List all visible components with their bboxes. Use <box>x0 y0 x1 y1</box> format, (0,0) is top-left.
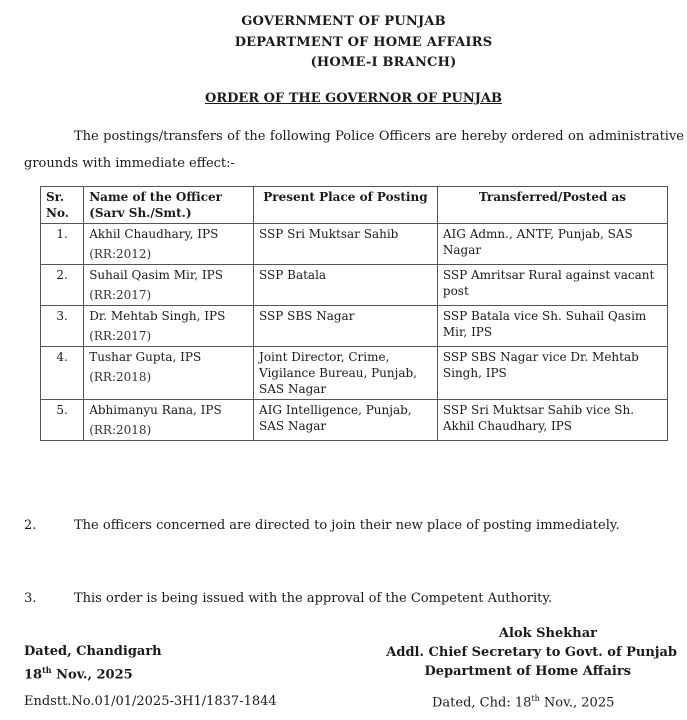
officer-name: Suhail Qasim Mir, IPS <box>89 268 223 282</box>
endorsement-date <box>432 694 614 710</box>
row-sr: 2. <box>41 265 84 306</box>
endorsement-date-prefix: Dated, Chd: 18 <box>432 695 532 711</box>
officer-batch: (RR:2018) <box>89 370 152 384</box>
officer-name: Abhimanyu Rana, IPS <box>89 403 222 417</box>
postings-table <box>40 186 668 441</box>
row-transferred-as: SSP Sri Muktsar Sahib vice Sh. Akhil Chaudhary, IPS <box>437 400 667 441</box>
signatory-block <box>386 624 677 681</box>
paragraph-3 <box>24 585 684 612</box>
row-sr: 3. <box>41 306 84 347</box>
row-present-posting: SSP Sri Muktsar Sahib <box>254 224 438 265</box>
officer-batch: (RR:2018) <box>89 423 152 437</box>
dated-day-suffix: th <box>42 665 52 675</box>
table-header-row <box>41 187 668 224</box>
paragraph-2-number: 2. <box>24 518 37 533</box>
row-officer <box>84 306 254 347</box>
header-branch: (HOME-I BRANCH) <box>310 55 457 70</box>
dated-date <box>24 661 162 684</box>
paragraph-2 <box>24 512 684 539</box>
header-officer-name: Name of the Officer (Sarv Sh./Smt.) <box>84 187 254 224</box>
row-officer <box>84 347 254 400</box>
header-present-posting: Present Place of Posting <box>254 187 438 224</box>
header-sr-no: Sr. No. <box>41 187 84 224</box>
row-sr: 1. <box>41 224 84 265</box>
endorsement-date-rest: Nov., 2025 <box>539 695 615 711</box>
signatory-department: Department of Home Affairs <box>424 664 631 679</box>
row-officer <box>84 265 254 306</box>
dated-block <box>24 642 162 684</box>
endorsement-number: Endstt.No.01/01/2025-3H1/1837-1844 <box>24 694 277 709</box>
dated-day: 18 <box>24 667 43 683</box>
paragraph-2-text: The officers concerned are directed to join their new place of posting immediately. <box>74 518 620 533</box>
dated-month-year: Nov., 2025 <box>51 667 133 683</box>
officer-name: Dr. Mehtab Singh, IPS <box>89 309 226 323</box>
row-officer <box>84 224 254 265</box>
officer-batch: (RR:2017) <box>89 329 152 343</box>
header-government: GOVERNMENT OF PUNJAB <box>241 14 446 29</box>
row-transferred-as: SSP Batala vice Sh. Suhail Qasim Mir, IPS <box>437 306 667 347</box>
table-row <box>41 265 668 306</box>
intro-paragraph: The postings/transfers of the following Police Officers are hereby ordered on administrative grounds with immediate effect:- <box>24 129 684 171</box>
officer-batch: (RR:2017) <box>89 288 152 302</box>
dated-place: Dated, Chandigarh <box>24 644 162 659</box>
row-present-posting: Joint Director, Crime, Vigilance Bureau, Punjab, SAS Nagar <box>254 347 438 400</box>
table-row <box>41 400 668 441</box>
table-row <box>41 306 668 347</box>
officer-name: Tushar Gupta, IPS <box>89 350 202 364</box>
row-present-posting: SSP Batala <box>254 265 438 306</box>
endorsement-date-suffix: th <box>531 694 540 703</box>
row-transferred-as: SSP Amritsar Rural against vacant post <box>437 265 667 306</box>
paragraph-3-number: 3. <box>24 591 37 606</box>
header-transferred-as: Transferred/Posted as <box>437 187 667 224</box>
row-sr: 4. <box>41 347 84 400</box>
row-transferred-as: SSP SBS Nagar vice Dr. Mehtab Singh, IPS <box>437 347 667 400</box>
signatory-name: Alok Shekhar <box>498 626 597 641</box>
paragraph-3-text: This order is being issued with the approval of the Competent Authority. <box>74 591 553 606</box>
header-department: DEPARTMENT OF HOME AFFAIRS <box>234 35 493 50</box>
row-officer <box>84 400 254 441</box>
officer-batch: (RR:2012) <box>89 247 152 261</box>
row-transferred-as: AIG Admn., ANTF, Punjab, SAS Nagar <box>437 224 667 265</box>
table-row <box>41 347 668 400</box>
signatory-designation: Addl. Chief Secretary to Govt. of Punjab <box>386 645 677 660</box>
row-sr: 5. <box>41 400 84 441</box>
row-present-posting: SSP SBS Nagar <box>254 306 438 347</box>
officer-name: Akhil Chaudhary, IPS <box>89 227 219 241</box>
table-row <box>41 224 668 265</box>
row-present-posting: AIG Intelligence, Punjab, SAS Nagar <box>254 400 438 441</box>
order-title: ORDER OF THE GOVERNOR OF PUNJAB <box>205 91 502 106</box>
